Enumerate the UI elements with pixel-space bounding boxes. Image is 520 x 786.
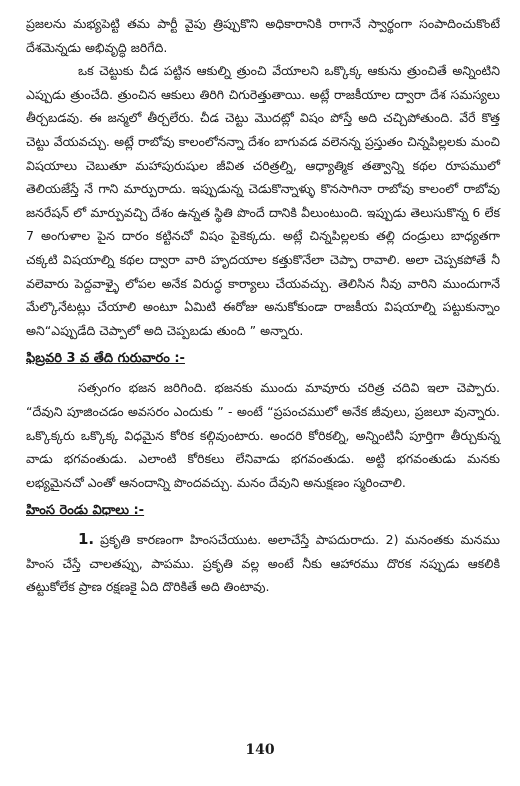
paragraph-violence-text: ప్రకృతి కారణంగా హింసచేయుట. అలాచేస్తే పాపదురాదు. 2) మనంతకు మనము హింస చేస్తే చాలతప్పు, పాపము. ప్రకృతి వల్ల అంటే నీకు ఆహారము దొరక నప్పుడు ఆకలికి తట్టుకోలేక ప్రాణ రక్షణకై ఏది దొరికితే అది తింటావు. — [26, 532, 500, 595]
paragraph-tree-analogy: ఒక చెట్టుకు చీడ పట్టిన ఆకుల్ని త్రుంచి వేయాలని ఒక్కొక్క ఆకును త్రుంచితే అన్నింటిని ఎప్పుడు త్రుంచేది. త్రుంచిన ఆకులు తిరిగి చిగురెత్తుతాయి. అట్లే రాజకీయాల ద్వారా దేశ సమస్యలు తీర్చబడవు. ఈ జన్మలో తీర్చలేరు. చీడ చెట్టు మొదట్లో విషం పోస్తే అది చచ్చిపోతుంది. వేరే కొత్త చెట్టు వేయవచ్చు. అట్లే రాబోవు కాలంలోనన్నా దేశం బాగువడ వలెనన్న ప్రస్తుతం చిన్నపిల్లలకు మంచి విషయాలు చెబుతూ మహాపురుషుల జీవిత చరిత్రల్ని, ఆధ్యాత్మిక తత్వాన్ని కథల రూపములో తెలియజేస్తే నే గాని మార్పురాదు. ఇప్పుడున్న చెడుకొన్నాళ్ళు కొనసాగినా రాబోవు కాలంలో రాబోవు జనరేషన్ లో మార్పువచ్చి దేశం ఉన్నత స్థితి పొందే దానికి వీలుంటుంది. ఇప్పుడు తెలుసుకొన్న 6 లేక 7 అంగుళాల పైన దారం కట్టినచో విషం పైకెక్కదు. అట్లే చిన్నపిల్లలకు తల్లి దండ్రులు బాధ్యతగా చక్కటి విషయాల్ని కథల ద్వారా వారి హృదయాల కత్తుకొనేలా చెప్పా రావాలి. అలా చెప్పకపోతే నీ వలెవారు పెద్దవాళ్ళై లోపల అనేక విరుద్ధ కార్యాలు చేయవచ్చు. తెలిసిన నీవు వారిని ముందుగానే మేల్కొనేటట్లు చేయాలి అంటూ ఏమిటి ఈరోజు అనుకోకుండా రాజకీయ విషయాల్ని పట్టుకున్నాం అని“ఎప్పుడేది చెప్పాలో అది చెప్పబడు తుంది ” అన్నారు. — [26, 63, 500, 338]
list-number: 1. — [78, 530, 95, 549]
paragraph-satsang: సత్సంగం భజన జరిగింది. భజనకు ముందు మావూరు చరిత్ర చదివి ఇలా చెప్పారు. “దేవుని పూజించడం అవసరం ఎందుకు ” - అంటే “ప్రపంచములో అనేక జీవులు, ప్రజలూ వున్నారు. ఒక్కొక్కరు ఒక్కొక్క విధమైన కోరిక కల్గివుంటారు. అందరి కోరికల్ని, అన్నింటినీ పూర్తిగా తీర్చుకున్న వాడు భగవంతుడు. ఎలాంటి కోరికలు లేనివాడు భగవంతుడు. అట్టి భగవంతుడు మనకు లభ్యమైనచో ఎంతో ఆనందాన్ని పొందవచ్చు. మనం దేవుని అనుక్షణం స్మరించాలి. — [26, 380, 500, 490]
section-heading-february-3: ఫిబ్రవరి 3 వ తేది గురువారం :- — [26, 351, 185, 367]
paragraph-continuation: ప్రజలను మభ్యపెట్టి తమ పార్టీ వైపు త్రిప్పుకొని అధికారానికి రాగానే స్వార్థంగా సంపాదించుకొంటే దేశమెన్నడు అభివృద్ధి జరిగేది. — [26, 16, 500, 55]
paragraph-violence — [26, 528, 500, 599]
section-heading-violence-types: హింస రెండు విధాలు :- — [26, 503, 145, 519]
page-number: 140 — [245, 742, 275, 758]
